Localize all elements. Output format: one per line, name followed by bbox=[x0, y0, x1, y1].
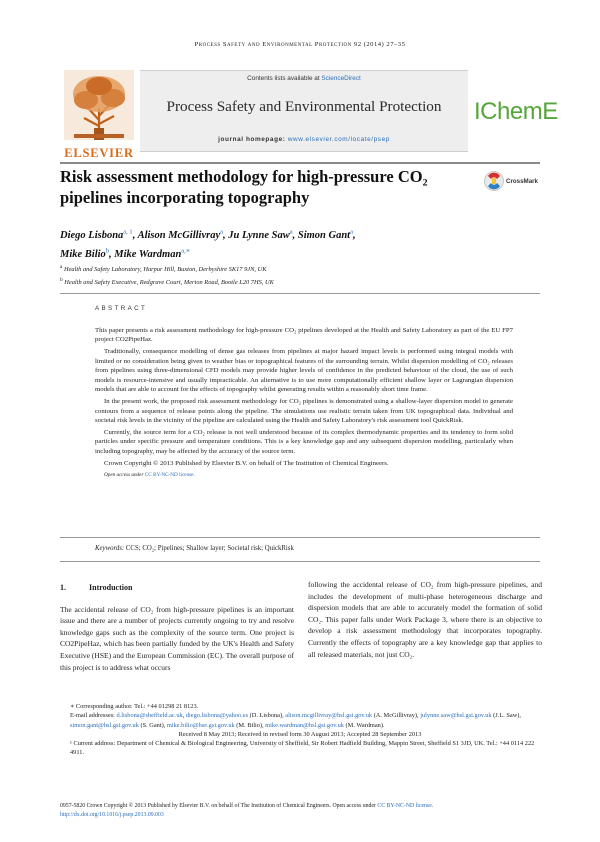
journal-masthead bbox=[60, 68, 558, 160]
homepage-label: journal homepage: bbox=[218, 136, 288, 143]
author: Alison McGillivray$^a$, bbox=[137, 228, 229, 241]
affiliation: $^a$ Health and Safety Laboratory, Harpur Hill, Buxton, Derbyshire SK17 9JN, UK bbox=[60, 264, 267, 274]
section-number: 1. bbox=[60, 583, 66, 592]
footnotes bbox=[60, 702, 540, 758]
article-dates: Received 8 May 2013; Received in revised form 30 August 2013; Accepted 28 September 2013 bbox=[178, 730, 422, 738]
body-paragraph: following the accidental release of CO₂ from high-pressure pipelines, and includes the development of multi-phase heterogeneous discharge and dispersion models that are able to accurately model the formation of solid CO₂. This paper falls under Work Package 3, where there is an objective to develop a risk assessment methodology that incorporates topography. Currently the effects of topography are a key knowledge gap that applies to all released materials, not just CO₂. bbox=[308, 580, 542, 659]
homepage-line bbox=[140, 136, 468, 143]
sciencedirect-link[interactable]: ScienceDirect bbox=[321, 75, 361, 82]
keywords-rule bbox=[60, 537, 540, 538]
homepage-link[interactable]: www.elsevier.com/locate/psep bbox=[287, 136, 390, 143]
keywords-text: CCS; CO₂; Pipelines; Shallow layer; Societal risk; QuickRisk bbox=[124, 545, 294, 552]
section-heading bbox=[60, 582, 294, 594]
abstract-body bbox=[95, 326, 513, 481]
email-link[interactable]: diego.lisbona@yahoo.es bbox=[185, 712, 249, 720]
email-link[interactable]: julynne.saw@hsl.gsi.gov.uk bbox=[420, 712, 492, 720]
email-addresses: E-mail addresses: d.lisbona@sheffield.ac.uk, diego.lisbona@yahoo.es (D. Lisbona), alison.mcgillivray@hsl.gsi.gov.uk (A. McGillivray), julynne.saw@hsl.gsi.gov.uk (J.L. Saw), simon.gant@hsl.gsi.gov.uk (S. Gant), mike.bilio@hse.gsi.gov.uk (M. Bilio), mike.wardman@hsl.gsi.gov.uk (M. Wardman). bbox=[70, 712, 521, 729]
author-list bbox=[60, 224, 460, 263]
icheme-logo: IChemE bbox=[474, 98, 558, 125]
open-access-note: Open access under CC BY-NC-ND license. bbox=[104, 471, 195, 478]
body-paragraph: The accidental release of CO₂ from high-pressure pipelines is an important issue and there are a number of projects currently ongoing to try and resolve knowledge gaps such as the complexity of the source term. One project is CO2PipeHaz, which has been partially funded by the UK's Health and Safety Executive (HSE) and the European Commission (EC). The overall purpose of this project is to address what occurs bbox=[60, 604, 294, 672]
corresponding-author-note: ∗ Corresponding author. Tel.: +44 01298 21 8123. bbox=[70, 703, 199, 710]
abstract-heading: ABSTRACT bbox=[95, 305, 148, 312]
author: Mike Bilio$^b$, bbox=[60, 247, 115, 260]
author: Diego Lisbona$^{a, 1}$, bbox=[60, 228, 138, 241]
doi-link[interactable]: http://dx.doi.org/10.1016/j.psep.2013.09.003 bbox=[60, 811, 164, 818]
body-column-right bbox=[308, 579, 542, 660]
email-link[interactable]: mike.bilio@hse.gsi.gov.uk bbox=[166, 721, 235, 729]
running-head: Process Safety and Environmental Protection 92 (2014) 27–35 bbox=[194, 41, 406, 48]
abstract-top-rule bbox=[60, 293, 540, 294]
abstract-paragraph: In the present work, the proposed risk assessment methodology for CO₂ pipelines is demonstrated using a shallow-layer dispersion model to generate contours from a sequence of release points along the pipeline. The simulations use realistic terrain taken from UK topographical data. Individual and societal risk levels in the vicinity of the pipeline are calculated using the Health and Safety Laboratory's risk assessment tool QuickRisk. bbox=[95, 398, 513, 425]
email-link[interactable]: d.lisbona@sheffield.ac.uk bbox=[116, 712, 183, 720]
crossmark-icon bbox=[484, 170, 504, 192]
body-column-left bbox=[60, 582, 294, 673]
current-address-note: ¹ Current address: Department of Chemical & Biological Engineering, University of Sheffield, Sir Robert Hadfield Building, Mappin Street, Sheffield S1 3JD, UK. Tel.: +44 0114 222 4911. bbox=[70, 740, 535, 757]
keywords-bottom-rule bbox=[60, 561, 540, 562]
email-link[interactable]: alison.mcgillivray@hsl.gsi.gov.uk bbox=[285, 712, 373, 720]
affiliations bbox=[60, 262, 500, 288]
author: Ju Lynne Saw$^a$, bbox=[228, 228, 298, 241]
email-link[interactable]: mike.wardman@hsl.gsi.gov.uk bbox=[265, 721, 344, 729]
crossmark-badge[interactable] bbox=[484, 170, 544, 192]
abstract-paragraph: Traditionally, consequence modelling of dense gas releases from pipelines at major hazard impact levels is performed using integral models with limited or no consideration being given to weather bias or topographical features of the surrounding terrain. Whilst dispersion modelling of CO₂ releases from pipelines using three-dimensional CFD models may provide higher levels of confidence in the predicted behaviour of the cloud, the use of such models is resource-intensive and usually impracticable. An alternative is to use more computationally efficient shallow layer or Lagrangian dispersion models that are able to account for the effects of topography whilst generating results within a reasonably short time frame. bbox=[95, 348, 513, 394]
abstract-paragraph: This paper presents a risk assessment methodology for high-pressure CO₂ pipelines developed at the Health and Safety Laboratory as part of the EU FP7 project CO2PipeHaz. bbox=[95, 327, 513, 344]
article-title: Risk assessment methodology for high-pressure CO₂ pipelines incorporating topography bbox=[60, 167, 428, 207]
issn-copyright-line: 0957-5820 Crown Copyright © 2013 Published by Elsevier B.V. on behalf of The Institution of Chemical Engineers. Open access under CC BY-NC-ND license. http://dx.doi.org/10.1016/j.psep.2013.09.003 bbox=[60, 803, 434, 818]
author: Simon Gant$^a$, bbox=[297, 228, 356, 241]
journal-title: Process Safety and Environmental Protection bbox=[166, 98, 442, 115]
author: Mike Wardman$^{a,∗}$ bbox=[114, 247, 191, 260]
masthead-divider bbox=[60, 162, 540, 164]
keywords bbox=[95, 545, 513, 552]
license-link[interactable]: CC BY-NC-ND license. bbox=[377, 803, 434, 809]
abstract-paragraph: Currently, the source term for a CO₂ release is not well understood because of its complex thermodynamic properties and its tendency to form solid particles under specific pressure and temperature conditions. This is a key knowledge gap and any subsequent dispersion modelling, particularly when including topography, may be affected by the accuracy of the source term. bbox=[95, 429, 513, 455]
crossmark-label: CrossMark bbox=[506, 178, 538, 185]
email-link[interactable]: simon.gant@hsl.gsi.gov.uk bbox=[70, 721, 139, 729]
contents-prefix: Contents lists available at bbox=[247, 75, 322, 82]
affiliation: $^b$ Health and Safety Executive, Redgrave Court, Merton Road, Bootle L20 7HS, UK bbox=[60, 277, 274, 287]
license-link[interactable]: CC BY-NC-ND license. bbox=[144, 471, 195, 478]
section-title: Introduction bbox=[89, 583, 133, 592]
keywords-label: Keywords: bbox=[95, 545, 125, 552]
publisher-name: ELSEVIER bbox=[64, 146, 134, 160]
contents-line bbox=[140, 75, 468, 82]
journal-banner bbox=[140, 70, 468, 152]
abstract-copyright: Crown Copyright © 2013 Published by Elsevier B.V. on behalf of The Institution of Chemical Engineers. bbox=[104, 459, 389, 467]
